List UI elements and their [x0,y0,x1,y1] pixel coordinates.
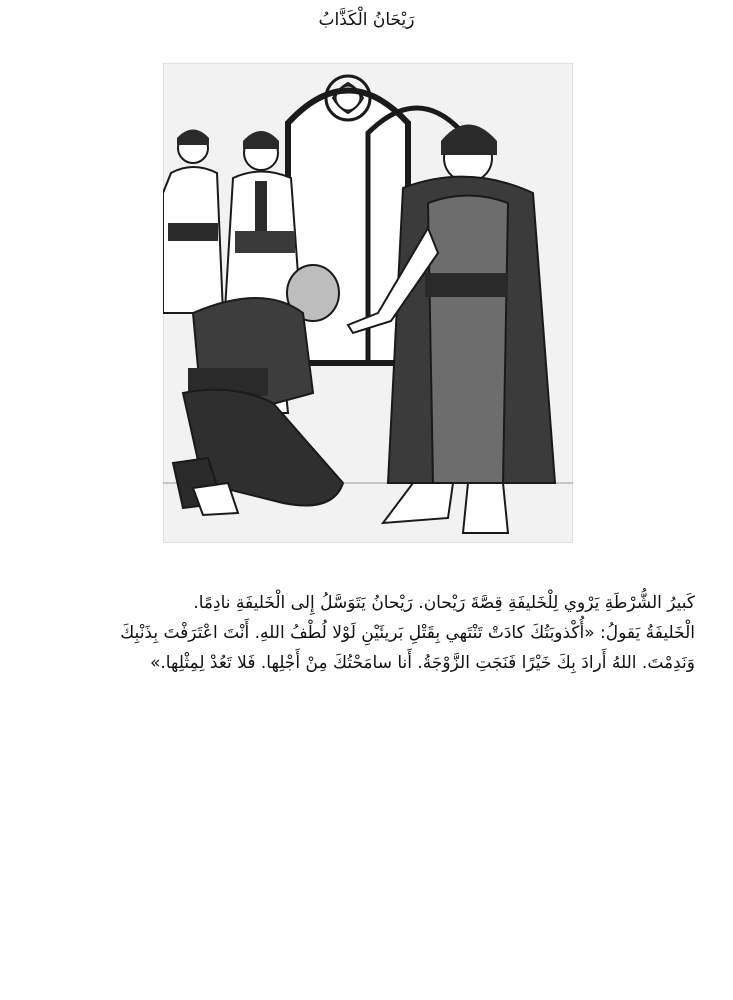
caliph-and-kneeling-man-illustration [163,63,573,543]
page-title: رَيْحَانُ الْكَذَّابُ [318,10,415,30]
story-line: كَبيرُ الشُّرْطَةِ يَرْوي لِلْخَليفَةِ قِصَّةَ رَيْحان. رَيْحانُ يَتَوَسَّلُ إِلى الْخَليفَةِ نادِمًا. [193,593,695,613]
story-text [40,588,695,678]
story-line: الْخَليفَةُ يَقولُ: «أُكْذوبَتُكَ كادَتْ تَنْتَهي بِقَتْلِ بَريئَيْنِ لَوْلا لُطْفُ اللهِ. أَنْتَ اعْتَرَفْتَ بِذَنْبِكَ [120,623,695,643]
story-line: وَنَدِمْتَ. اللهُ أَرادَ بِكَ خَيْرًا فَنَجَتِ الزَّوْجَةُ. أَنا سامَحْتُكَ مِنْ أَجْلِها. فَلا تَعُدْ لِمِثْلِها.» [149,653,695,673]
